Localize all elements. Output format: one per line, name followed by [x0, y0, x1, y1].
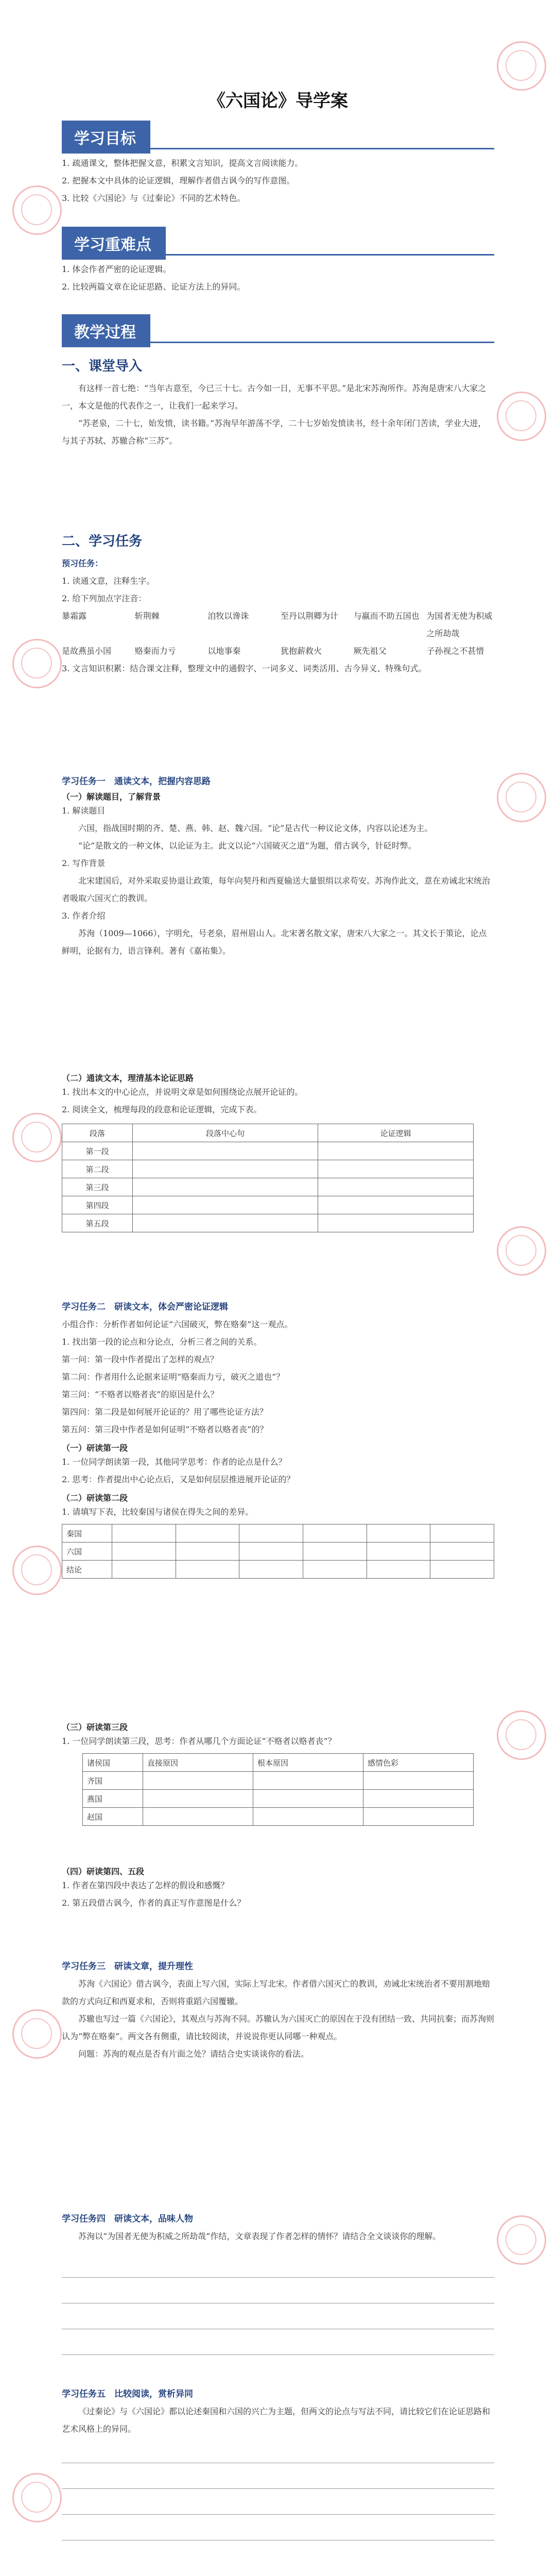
preview-note: 3. 文言知识积累：结合课文注释，整理文中的通假字、一词多义、词类活用、古今异义、特殊句式。	[62, 664, 427, 673]
task1-text: “论”是散文的一种文体，以论证为主。此文以论“六国破灭之道”为题，借古讽今，针砭时弊。	[78, 841, 416, 851]
table-row-label: 结论	[62, 1561, 112, 1579]
seal-stamp	[497, 392, 546, 441]
word: 是故燕虽小国	[62, 646, 112, 656]
task1	[62, 773, 494, 960]
table-header: 诸侯国	[83, 1754, 143, 1772]
table-row-label: 第五段	[62, 1214, 133, 1232]
task2-sub4: （四）研读第四、五段	[62, 1867, 145, 1876]
task2-s3: 1. 一位同学朗读第三段，思考：作者从哪几个方面论证“不赂者以赂者丧”？	[62, 1736, 336, 1746]
word: 为国者无使为积威之所劫哉	[426, 611, 493, 638]
part2-heading: 二、学习任务	[62, 534, 143, 549]
table-header: 段落中心句	[133, 1124, 318, 1142]
task5-text: 《过秦论》与《六国论》都以论述秦国和六国的兴亡为主题，但两文的论点与写法不同，请比较它们在论证思路和艺术风格上的异同。	[62, 2406, 491, 2434]
paragraph-table	[62, 1124, 474, 1232]
task5-heading: 学习任务五 比较阅读，赏析异同	[62, 2389, 193, 2399]
seal-stamp	[12, 2473, 62, 2522]
table-row-label: 赵国	[83, 1808, 143, 1826]
goal-item: 1. 疏通课文，整体把握文意，积累文言知识，提高文言阅读能力。	[62, 158, 303, 168]
task2-sub1: （一）研读第一段	[62, 1443, 128, 1453]
section-key-label: 学习重难点	[62, 227, 166, 260]
task2-part4	[62, 1865, 494, 1912]
word-list	[62, 607, 494, 660]
task2-q: 第二问：作者用什么论据来证明“赂秦而力亏，破灭之道也”？	[62, 1372, 285, 1382]
word: 斩荆棘	[134, 611, 160, 621]
task2-q: 第四问：第二段是如何展开论证的？用了哪些论证方法？	[62, 1407, 268, 1417]
task1-part2	[62, 1072, 494, 1232]
task1-text: 3. 作者介绍	[62, 911, 106, 921]
word: 赂秦而力亏	[134, 646, 176, 656]
table-header: 论证逻辑	[318, 1124, 474, 1142]
task4-heading: 学习任务四 研读文本，品味人物	[62, 2214, 193, 2224]
word: 至丹以荆卿为计	[281, 611, 339, 621]
task1-text: 北宋建国后，对外采取妥协退让政策，每年向契丹和西夏输送大量银绢以求苟安。苏洵作此文，意在劝诫北宋统治者吸取六国灭亡的教训。	[62, 876, 491, 903]
seal-stamp	[12, 2009, 62, 2059]
task2-s4: 2. 第五段借古讽今，作者的真正写作意图是什么？	[62, 1898, 246, 1908]
task4-text: 苏洵以“为国者无使为积威之所劫哉”作结，文章表现了作者怎样的情怀？请结合全文谈谈你的理解。	[78, 2231, 441, 2241]
task2-s1: 1. 一位同学朗读第一段，其他同学思考：作者的论点是什么？	[62, 1457, 287, 1467]
word: 犹抱薪救火	[281, 646, 322, 656]
state-table	[82, 1753, 474, 1826]
seal-stamp	[12, 185, 62, 235]
task2-lead: 小组合作：分析作者如何论证“六国破灭，弊在赂秦”这一观点。	[62, 1319, 293, 1329]
word: 以地事秦	[207, 646, 241, 656]
answer-line	[62, 2277, 494, 2278]
part2	[62, 531, 494, 677]
task1-text: 六国，指战国时期的齐、楚、燕、韩、赵、魏六国。“论”是古代一种议论文体，内容以论述为主。	[78, 823, 433, 833]
task3-text: 问题：苏洵的观点是否有片面之处？请结合史实谈谈你的看法。	[78, 2049, 309, 2059]
goal-item: 3. 比较《六国论》与《过秦论》不同的艺术特色。	[62, 193, 246, 203]
task2-s2: 1. 请填写下表，比较秦国与诸侯在得失之间的差异。	[62, 1507, 254, 1517]
answer-line	[62, 2514, 494, 2515]
table-row-label: 齐国	[83, 1772, 143, 1790]
table-row-label: 第一段	[62, 1142, 133, 1160]
table-row-label: 秦国	[62, 1524, 112, 1543]
table-header: 段落	[62, 1124, 133, 1142]
table-row-label: 第二段	[62, 1160, 133, 1178]
table-row-label: 第四段	[62, 1196, 133, 1214]
task4	[62, 2210, 494, 2245]
compare-table	[62, 1524, 494, 1579]
part1-heading: 一、课堂导入	[62, 359, 143, 374]
task3	[62, 1958, 494, 2063]
seal-stamp	[497, 41, 546, 91]
section-process-header	[62, 314, 494, 343]
key-item: 2. 比较两篇文章在论证思路、论证方法上的异同。	[62, 282, 246, 292]
seal-stamp	[12, 639, 62, 688]
task2	[62, 1298, 494, 1579]
paragraph: “苏老泉，二十七，始发愤，读书籍。”苏洵早年游荡不学，二十七岁始发愤读书，经十余年闭门苦读，学业大进，与其子苏轼、苏辙合称“三苏”。	[62, 418, 486, 446]
word: 与嬴而不助五国也	[353, 611, 420, 621]
preview-item: 1. 读通文意，注释生字。	[62, 576, 155, 586]
seal-stamp	[497, 773, 546, 822]
task2-q: 第三问：“不赂者以赂者丧”的原因是什么？	[62, 1389, 219, 1399]
seal-stamp	[497, 1710, 546, 1760]
page-title: 《六国论》导学案	[208, 91, 348, 111]
task1-text: 苏洵（1009—1066），字明允，号老泉，眉州眉山人。北宋著名散文家，唐宋八大家之一。其文长于策论，论点鲜明，论据有力，语言锋利。著有《嘉祐集》。	[62, 928, 487, 956]
table-row-label: 六国	[62, 1543, 112, 1561]
table-row-label: 第三段	[62, 1178, 133, 1196]
part1	[62, 355, 494, 450]
section-process-label: 教学过程	[62, 314, 150, 347]
task1-text: 2. 写作背景	[62, 858, 106, 868]
seal-stamp	[12, 1113, 62, 1162]
task1-text: 1. 解读题目	[62, 806, 106, 816]
task3-text: 苏辙也写过一篇《六国论》，其观点与苏洵不同。苏辙认为六国灭亡的原因在于没有团结一致、共同抗秦；而苏洵则认为“弊在赂秦”。两文各有侧重，请比较阅读，并说说你更认同哪一种观点。	[62, 2014, 495, 2041]
seal-stamp	[12, 1546, 62, 1595]
word: 子孙视之不甚惜	[426, 646, 484, 656]
word: 洎牧以谗诛	[207, 611, 249, 621]
section-goals-header	[62, 121, 494, 149]
task1-q: 2. 阅读全文，梳理每段的段意和论证逻辑，完成下表。	[62, 1105, 262, 1114]
word: 暴霜露	[62, 611, 87, 621]
table-header: 直接原因	[143, 1754, 253, 1772]
preview-label: 预习任务：	[62, 558, 103, 568]
section-key-header	[62, 227, 494, 256]
seal-stamp	[497, 1226, 546, 1276]
goal-item: 2. 把握本文中具体的论证逻辑，理解作者借古讽今的写作意图。	[62, 176, 295, 185]
task3-text: 苏洵《六国论》借古讽今，表面上写六国，实际上写北宋。作者借六国灭亡的教训，劝诫北宋统治者不要用割地赔款的方式向辽和西夏求和，否则将重蹈六国覆辙。	[62, 1979, 491, 2006]
task2-q: 1. 找出第一段的论点和分论点，分析三者之间的关系。	[62, 1337, 262, 1347]
task1-heading: 学习任务一 通读文本，把握内容思路	[62, 776, 211, 787]
preview-item: 2. 给下列加点字注音：	[62, 594, 147, 603]
table-row-label: 燕国	[83, 1790, 143, 1808]
answer-line	[62, 2354, 494, 2355]
seal-stamp	[497, 2215, 546, 2265]
task1-sub2: （二）通读文本，理清基本论证思路	[62, 1073, 194, 1083]
section-goals-label: 学习目标	[62, 121, 150, 154]
task2-q: 第一问：第一段中作者提出了怎样的观点？	[62, 1354, 219, 1364]
task1-q: 1. 找出本文的中心论点，并说明文章是如何围绕论点展开论证的。	[62, 1087, 303, 1097]
table-header: 根本原因	[253, 1754, 363, 1772]
task2-s1: 2. 思考：作者提出中心论点后，又是如何层层推进展开论证的？	[62, 1475, 295, 1484]
key-list	[62, 261, 494, 296]
answer-line	[62, 2488, 494, 2489]
task1-sub1: （一）解读题目，了解背景	[62, 792, 161, 802]
task5	[62, 2385, 494, 2438]
task2-sub2: （二）研读第二段	[62, 1493, 128, 1503]
task2-q: 第五问：第三段中作者是如何证明“不赂者以赂者丧”的？	[62, 1425, 268, 1434]
task3-heading: 学习任务三 研读文章，提升理性	[62, 1961, 193, 1972]
table-header: 感情色彩	[363, 1754, 474, 1772]
task2-heading: 学习任务二 研读文本，体会严密论证逻辑	[62, 1302, 228, 1312]
task2-part3	[62, 1721, 494, 1826]
word: 厥先祖父	[353, 646, 387, 656]
paragraph: 有这样一首七绝：“当年古意至，今已三十七。古今如一日，无事不平思。”是北宋苏洵所作。苏洵是唐宋八大家之一，本文是他的代表作之一，让我们一起来学习。	[62, 383, 486, 411]
task2-s4: 1. 作者在第四段中表达了怎样的假设和感慨？	[62, 1880, 229, 1890]
goals-list	[62, 155, 494, 207]
key-item: 1. 体会作者严密的论证逻辑。	[62, 264, 171, 274]
task2-sub3: （三）研读第三段	[62, 1722, 128, 1732]
